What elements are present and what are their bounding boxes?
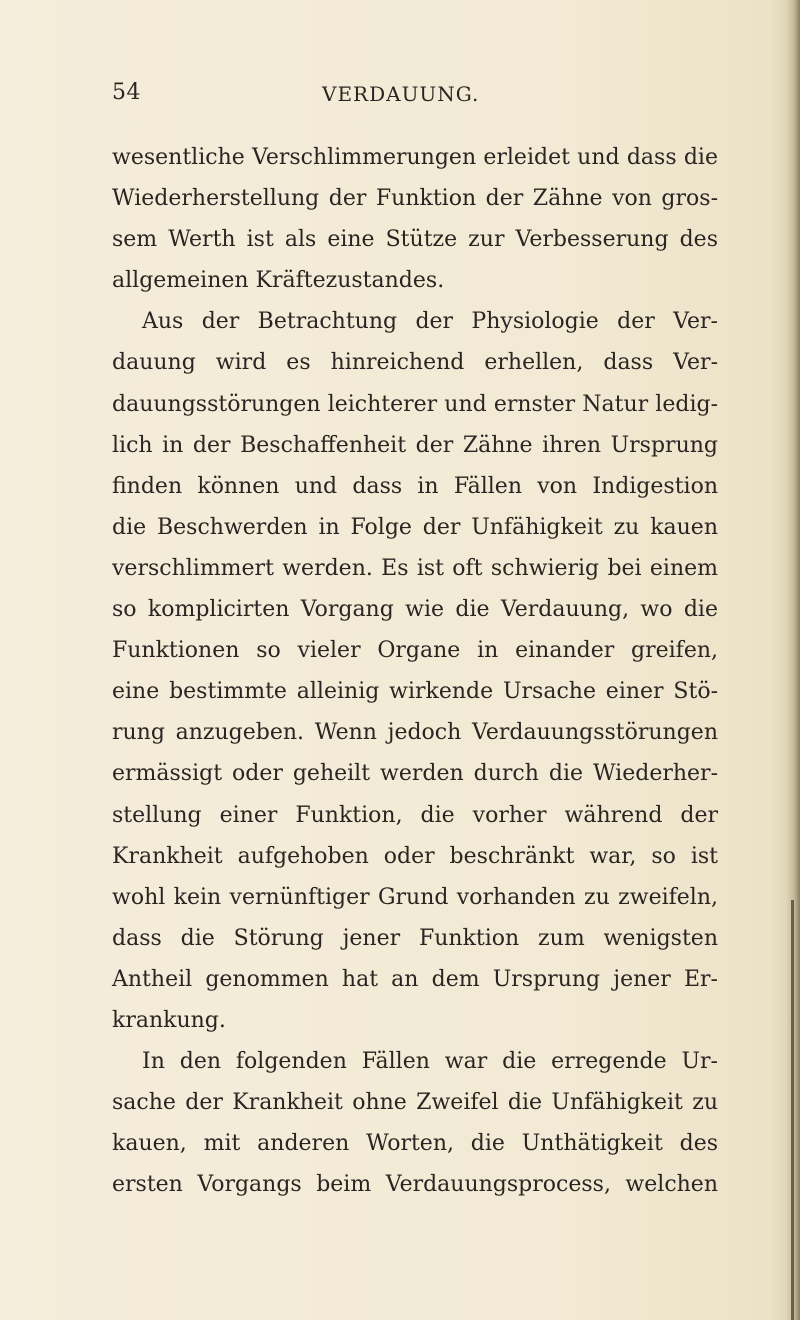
- text-line: eine bestimmte alleinig wirkende Ursache einer Stö-: [112, 679, 718, 705]
- text-line: lich in der Beschaffenheit der Zähne ihren Ursprung: [112, 432, 718, 458]
- page-number: 54: [112, 80, 141, 105]
- text-line: dauung wird es hinreichend erhellen, dass Ver-: [112, 350, 718, 376]
- text-line: Krankheit aufgehoben oder beschränkt war, so ist: [112, 843, 718, 869]
- text-line: Funktionen so vieler Organe in einander greifen,: [112, 638, 718, 664]
- text-line: Antheil genommen hat an dem Ursprung jener Er-: [112, 966, 718, 992]
- text-line: verschlimmert werden. Es ist oft schwierig bei einem: [112, 555, 718, 581]
- text-line: dauungsstörungen leichterer und ernster Natur ledig-: [112, 391, 718, 417]
- text-line: finden können und dass in Fällen von Indigestion: [112, 473, 718, 499]
- body-text: [112, 137, 718, 1205]
- text-line: wesentliche Verschlimmerungen erleidet und dass die: [112, 145, 718, 170]
- text-line: kauen, mit anderen Worten, die Unthätigkeit des: [112, 1131, 718, 1157]
- text-line: die Beschwerden in Folge der Unfähigkeit zu kauen: [112, 514, 718, 540]
- text-line: stellung einer Funktion, die vorher während der: [112, 802, 718, 828]
- page-header: [112, 80, 732, 110]
- text-line: rung anzugeben. Wenn jedoch Verdauungsstörungen: [112, 720, 718, 746]
- text-line: ermässigt oder geheilt werden durch die Wiederher-: [112, 761, 718, 787]
- running-head: VERDAUUNG.: [322, 82, 480, 106]
- page-edge-line: [791, 900, 794, 1320]
- text-line: wohl kein vernünftiger Grund vorhanden zu zweifeln,: [112, 884, 718, 910]
- text-line: ersten Vorgangs beim Verdauungsprocess, welchen: [112, 1172, 718, 1198]
- text-line: sem Werth ist als eine Stütze zur Verbesserung des: [112, 227, 718, 253]
- text-line: so komplicirten Vorgang wie die Verdauung, wo die: [112, 597, 718, 623]
- text-line: krankung.: [112, 1007, 226, 1033]
- text-line: In den folgenden Fällen war die erregende Ur-: [142, 1049, 718, 1075]
- text-line: dass die Störung jener Funktion zum wenigsten: [112, 925, 718, 951]
- text-line: Wiederherstellung der Funktion der Zähne von gros-: [112, 186, 718, 212]
- text-line: Aus der Betrachtung der Physiologie der Ver-: [142, 309, 718, 335]
- text-line: sache der Krankheit ohne Zweifel die Unfähigkeit zu: [112, 1090, 718, 1116]
- text-line: allgemeinen Kräftezustandes.: [112, 268, 445, 294]
